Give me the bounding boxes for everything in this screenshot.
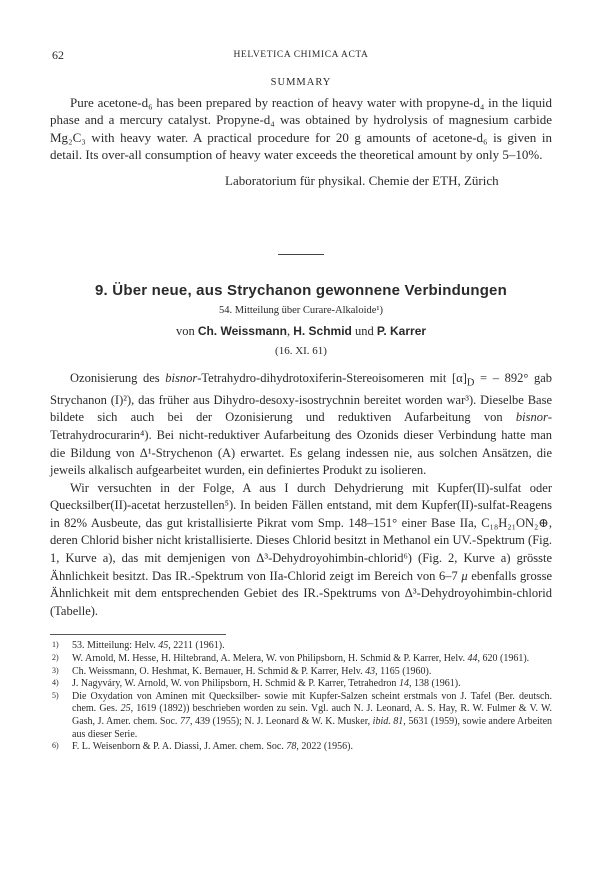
submission-date: (16. XI. 61) <box>275 344 327 357</box>
fn5-t5: , 5631 (1959), sowie andere Arbeiten aus dieser Serie. <box>72 716 553 740</box>
footnote-mark: 5) <box>52 690 59 700</box>
fn1-t2: , 2211 (1961). <box>168 640 225 652</box>
fn4-t1: J. Nagyváry, W. Arnold, W. von Philipsborn, H. Schmid & P. Karrer, Tetrahedron <box>72 678 399 690</box>
affiliation: Laboratorium für physikal. Chemie der ETH, Zürich <box>225 172 499 188</box>
body-paragraph-2 <box>50 480 552 621</box>
section-separator <box>278 254 324 255</box>
running-head <box>50 48 552 64</box>
fn5-volume-2: 77 <box>179 716 190 727</box>
footnote-mark: 4) <box>52 678 59 688</box>
fn5-t1: Die Oxydation von Aminen mit Quecksilber- sowie mit Kupfer-Salzen scheint erstmals von J. Tafel (Ber. deutsch. chem. Ges. <box>72 690 552 715</box>
footnote-1 <box>50 640 552 653</box>
fn4-t2: , 138 (1961). <box>408 678 461 690</box>
journal-name: HELVETICA CHIMICA ACTA <box>233 50 369 60</box>
body-paragraph-1 <box>50 370 552 480</box>
fn3-t2: , 1165 (1960). <box>375 665 432 677</box>
journal-page <box>50 48 552 754</box>
fn2-t1: W. Arnold, M. Hesse, H. Hiltebrand, A. Melera, W. von Philipsborn, H. Schmid & P. Karrer, Helv. <box>72 653 468 665</box>
p1-text-b: -Tetrahydro-dihydrotoxiferin-Stereoisomeren mit [α] <box>197 370 467 385</box>
p2-text-b: ebenfalls grosse Ähnlichkeit mit dem entsprechenden Gebiet des IR.-Spektrums von Δ³-Dehydroyohimbin-chlorid (Tabelle). <box>50 568 552 618</box>
fn2-t2: , 620 (1961). <box>477 653 530 665</box>
fn4-volume: 14 <box>398 678 409 690</box>
author-separator: , <box>286 323 291 338</box>
fn6-volume: 78 <box>286 741 297 753</box>
author-schmid: H. Schmid <box>293 323 352 338</box>
fn1-volume: 45 <box>158 640 169 652</box>
footnote-rule <box>50 634 226 635</box>
page-number: 62 <box>52 48 64 62</box>
fn6-t2: , 2022 (1956). <box>296 741 353 753</box>
author-karrer: P. Karrer <box>376 323 427 338</box>
footnote-3 <box>50 666 552 679</box>
footnote-5 <box>50 691 552 741</box>
author-weissmann: Ch. Weissmann <box>197 323 287 338</box>
footnote-mark: 1) <box>52 640 59 650</box>
p1-text-c: = – 892° gab Strychanon (I)²), das früher aus Dihydro-desoxy-isostrychnin bereitet worden war³). Dieselbe Base bildete sich auch bei der Ozonisierung und reduktiven Aufarbeitung von <box>50 370 553 425</box>
p1-bisnor-2: bisnor <box>515 410 548 425</box>
p2-mu: μ <box>461 568 468 583</box>
fn6-t1: F. L. Weisenborn & P. A. Diassi, J. Amer. chem. Soc. <box>72 741 287 753</box>
fn5-volume-3: 81 <box>393 716 404 727</box>
footnote-4 <box>50 678 552 691</box>
fn2-volume: 44 <box>467 653 478 665</box>
fn5-volume-1: 25 <box>120 703 131 715</box>
p2-text-a: Wir versuchten in der Folge, A aus I durch Dehydrierung mit Kupfer(II)-sulfat oder Quecksilber(II)-acetat herzustellen⁵). In beiden Fällen entstand, mit dem Kupfer(II)-sulfat-Reagens in 82% Ausbeute, das gut kristallisierte Pikrat vom Smp. 148–151° einer Base IIa, C₁₈H₂₁ON₂⊕, deren Chlorid bisher nicht kristallisierte. Dieses Chlorid besitzt in Methanol ein UV.-Spektrum (Fig. 1, Kurve a), das mit demjenigen von Δ³-Dehydroyohimbin-chlorid⁶) (Fig. 2, Kurve a) grösste Ähnlichkeit besitzt. Das IR.-Spektrum von IIa-Chlorid zeigt im Bereich von 6–7 <box>50 480 552 583</box>
von-word: von <box>175 323 195 338</box>
p1-sub-d: D <box>466 377 475 389</box>
fn5-ibid: ibid. <box>372 716 391 727</box>
p1-text-d: -Tetrahydrocurarin⁴). Bei nicht-reduktiver Aufarbeitung des Ozonids dieser Verbindung hatte man die Bildung von Δ¹-Strychenon (A) erwartet. Es gelang indessen nie, aus solchen Ansätzen, die jeweils alkalisch aufgearbeitet wurden, ein definiertes Produkt zu isolieren. <box>50 410 552 478</box>
p1-bisnor-1: bisnor <box>165 370 198 385</box>
fn5-t3: , 439 (1955); N. J. Leonard & W. K. Musker, <box>189 716 373 727</box>
footnote-6 <box>50 741 552 754</box>
footnote-mark: 3) <box>52 665 59 675</box>
communication-note: 54. Mitteilung über Curare-Alkaloide¹) <box>218 304 384 316</box>
footnote-mark: 6) <box>52 741 59 751</box>
article-title: 9. Über neue, aus Strychanon gewonnene Verbindungen <box>95 281 507 299</box>
p1-text-a: Ozonisierung des <box>70 370 166 385</box>
footnotes <box>50 640 552 753</box>
footnote-2 <box>50 653 552 666</box>
footnote-mark: 2) <box>52 653 59 663</box>
fn5-t2: , 1619 (1892)) beschrieben worden zu sein. Vgl. auch N. J. Leonard, A. S. Hay, R. W. Fulmer & V. W. Gash, J. Amer. chem. Soc. <box>72 703 552 727</box>
summary-heading: SUMMARY <box>270 77 332 88</box>
fn3-volume: 43 <box>365 665 376 677</box>
authors-line <box>50 324 552 339</box>
fn1-t1: 53. Mitteilung: Helv. <box>72 640 159 652</box>
und-word: und <box>355 323 374 338</box>
fn3-t1: Ch. Weissmann, O. Heshmat, K. Bernauer, H. Schmid & P. Karrer, Helv. <box>72 665 366 677</box>
summary-text: Pure acetone-d₆ has been prepared by reaction of heavy water with propyne-d₄ in the liquid phase and a mercury catalyst. Propyne-d₄ was obtained by hydrolysis of magnesium carbide Mg₂C₃ with heavy water. A practical procedure for 20 g amounts of acetone-d₆ is given in detail. Its over-all consumption of heavy water exceeds the theoretical amount by only 5–10%. <box>50 95 552 163</box>
